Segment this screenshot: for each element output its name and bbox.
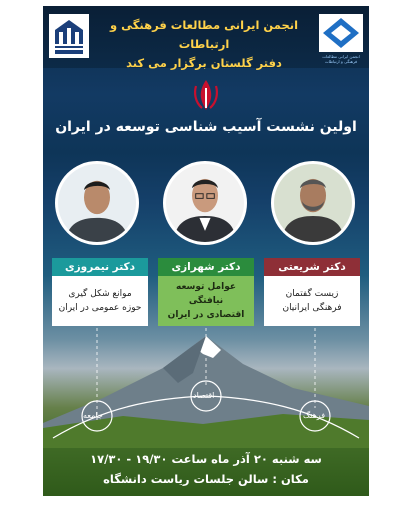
speaker-photo-nimrouzi [55,161,139,245]
speaker-topic [52,276,148,326]
tag-society: جامعه [83,411,103,420]
poster-title: اولین نشست آسیب شناسی توسعه در ایران [55,119,357,135]
speaker-topic-line-2: حوزه عمومی در ایران [58,303,142,313]
speaker-topic-line-2: اقتصادی در ایران [167,310,245,320]
university-logo [49,14,89,58]
speaker-name: دکتر شهرازی [158,258,254,276]
speaker-photo-shahrazi [163,161,247,245]
event-location: مکان : سالن جلسات ریاست دانشگاه [103,472,309,486]
event-datetime: سه شنبه ۲۰ آذر ماه ساعت ۱۹/۳۰ - ۱۷/۳۰ [90,452,322,466]
speaker-name: دکتر نیمروزی [52,258,148,276]
tag-culture: فرهنگ [303,411,326,420]
mountain-landscape [43,328,369,448]
organizer [91,16,317,73]
speaker-card-shahrazi [158,258,254,326]
speaker-card-nimrouzi [52,258,148,326]
speaker-name: دکتر شریعتی [264,258,360,276]
association-logo [319,14,363,52]
speaker-topic-line-1: زیست گفتمان [285,289,339,299]
iran-emblem-icon [191,78,221,112]
speaker-photo-shariati [271,161,355,245]
speaker-topic-line-1: موانع شکل گیری [68,289,132,299]
organizer-line-1: انجمن ایرانی مطالعات فرهنگی و ارتباطات [109,18,299,51]
event-poster [43,6,369,496]
speaker-card-shariati [264,258,360,326]
association-logo-text: انجمن ایرانی مطالعات فرهنگی و ارتباطات [322,54,360,64]
speaker-topic-line-2: فرهنگی ایرانیان [282,303,342,313]
speaker-topic [158,276,254,326]
tag-economy: اقتصاد [193,391,215,400]
organizer-line-2: دفتر گلستان برگزار می کند [126,56,282,70]
speaker-topic [264,276,360,326]
speaker-topic-line-1: عوامل توسعه نیافتگی [175,282,237,306]
